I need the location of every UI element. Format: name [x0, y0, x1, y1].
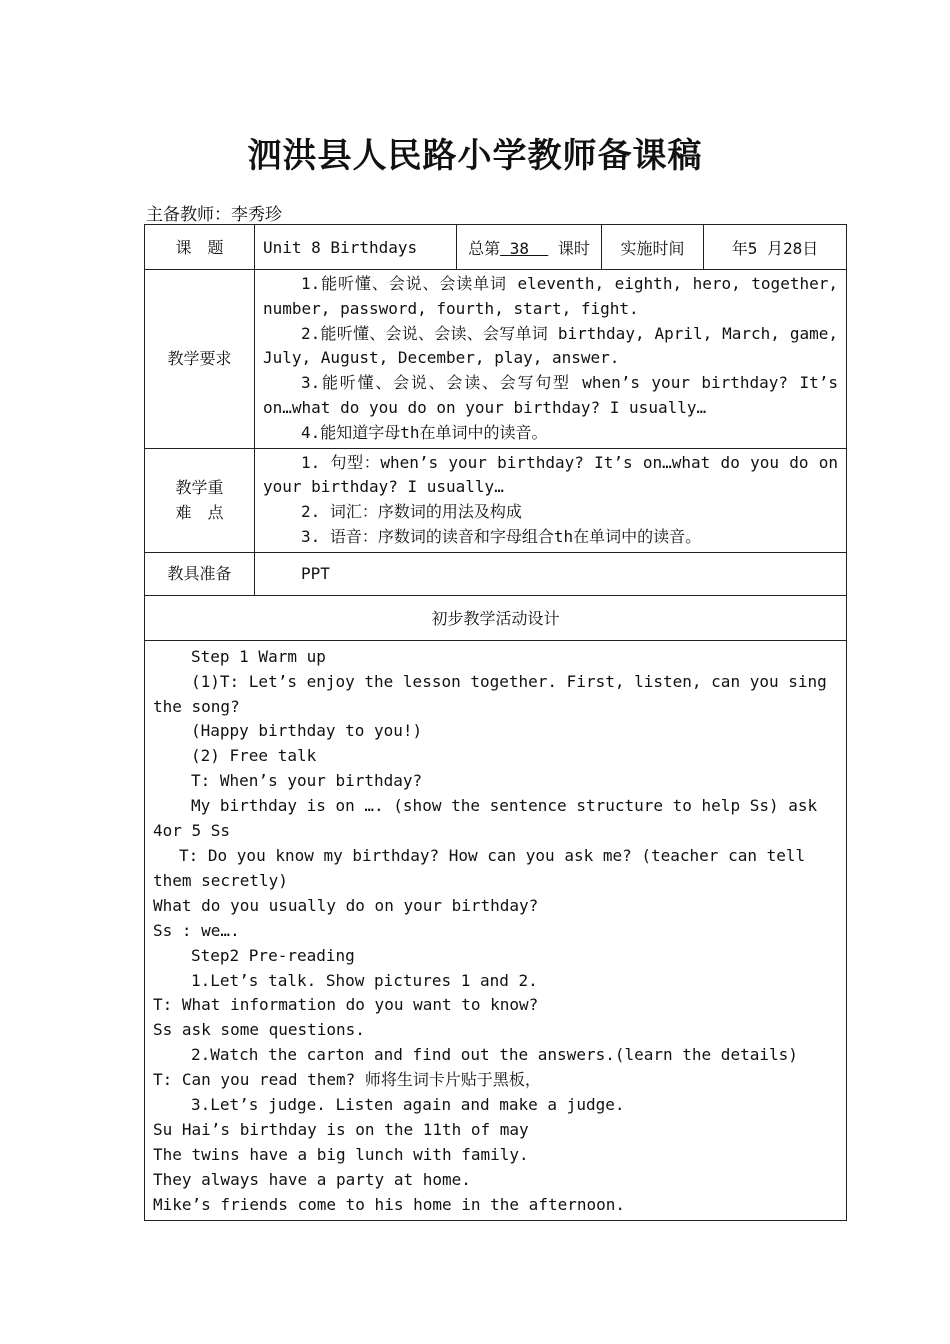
activity-line: Ss ask some questions. — [153, 1020, 365, 1040]
activity-line: What do you usually do on your birthday? — [153, 895, 539, 915]
lesson-prefix: 总第 — [468, 238, 501, 258]
lesson-plan-table — [144, 224, 847, 1221]
lesson-suffix: 课时 — [557, 238, 590, 258]
activity-line: T: What information do you want to know? — [153, 995, 539, 1015]
activity-line: Mike’s friends come to his home in the afternoon. — [153, 1194, 626, 1214]
key-points-row — [145, 448, 847, 552]
time-value: 年5 月28日 — [704, 225, 847, 270]
activity-line: (Happy birthday to you!) — [191, 721, 423, 741]
activity-header-row — [145, 595, 847, 640]
requirement-item: 1.能听懂、会说、会读单词 eleventh, eighth, hero, together, number, password, fourth, start, fight. — [263, 274, 838, 318]
activity-line: 2.Watch the carton and find out the answers.(learn the details) — [191, 1045, 798, 1065]
requirements-row — [145, 270, 847, 449]
requirement-item: 3.能听懂、会说、会读、会写句型 when’s your birthday? It’s on…what do you do on your birthday? I usually… — [263, 373, 838, 417]
topic-value: Unit 8 Birthdays — [255, 225, 457, 270]
activity-line: (2) Free talk — [191, 746, 317, 766]
activity-line: 3.Let’s judge. Listen again and make a judge. — [191, 1095, 625, 1115]
materials-label: 教具准备 — [145, 552, 255, 595]
materials-value: PPT — [255, 552, 847, 595]
activity-line: They always have a party at home. — [153, 1169, 471, 1189]
key-points-label: 教学重 难 点 — [145, 448, 255, 552]
activity-content — [145, 640, 847, 1220]
topic-row — [145, 225, 847, 270]
time-label: 实施时间 — [602, 225, 704, 270]
activity-line: Ss : we…. — [153, 920, 240, 940]
activity-line: 1.Let’s talk. Show pictures 1 and 2. — [191, 970, 538, 990]
activity-line: T: When’s your birthday? — [191, 771, 423, 791]
activity-line: Step2 Pre-reading — [191, 945, 355, 965]
activity-line: The twins have a big lunch with family. — [153, 1144, 529, 1164]
requirement-item: 4.能知道字母th在单词中的读音。 — [301, 422, 548, 442]
page-title: 泗洪县人民路小学教师备课稿 — [247, 136, 703, 176]
topic-label: 课 题 — [145, 225, 255, 270]
lesson-count-cell — [457, 225, 602, 270]
activity-header: 初步教学活动设计 — [145, 595, 847, 640]
requirements-content — [255, 270, 847, 449]
activity-line: T: Do you know my birthday? How can you ask me? (teacher can tell them secretly) — [153, 846, 806, 890]
key-point-item: 2. 词汇：序数词的用法及构成 — [301, 502, 522, 522]
teacher-line: 主备教师：李秀珍 — [146, 205, 282, 225]
materials-row — [145, 552, 847, 595]
key-point-item: 3. 语音：序数词的读音和字母组合th在单词中的读音。 — [301, 526, 702, 546]
activity-line: My birthday is on …. (show the sentence structure to help Ss) ask 4or 5 Ss — [153, 796, 818, 841]
activity-line: Step 1 Warm up — [191, 646, 326, 666]
requirements-label: 教学要求 — [145, 270, 255, 449]
requirement-item: 2.能听懂、会说、会读、会写单词 birthday, April, March, game, July, August, December, play, answer. — [263, 323, 838, 368]
lesson-number: 38 — [509, 238, 529, 258]
activity-row — [145, 640, 847, 1220]
activity-line: Su Hai’s birthday is on the 11th of may — [153, 1119, 529, 1139]
activity-line: (1)T: Let’s enjoy the lesson together. First, listen, can you sing the song? — [153, 671, 827, 716]
activity-line: T: Can you read them? 师将生词卡片贴于黑板， — [153, 1070, 541, 1090]
key-points-content — [255, 448, 847, 552]
key-point-item: 1. 句型：when’s your birthday? It’s on…what do you do on your birthday? I usually… — [263, 452, 838, 497]
